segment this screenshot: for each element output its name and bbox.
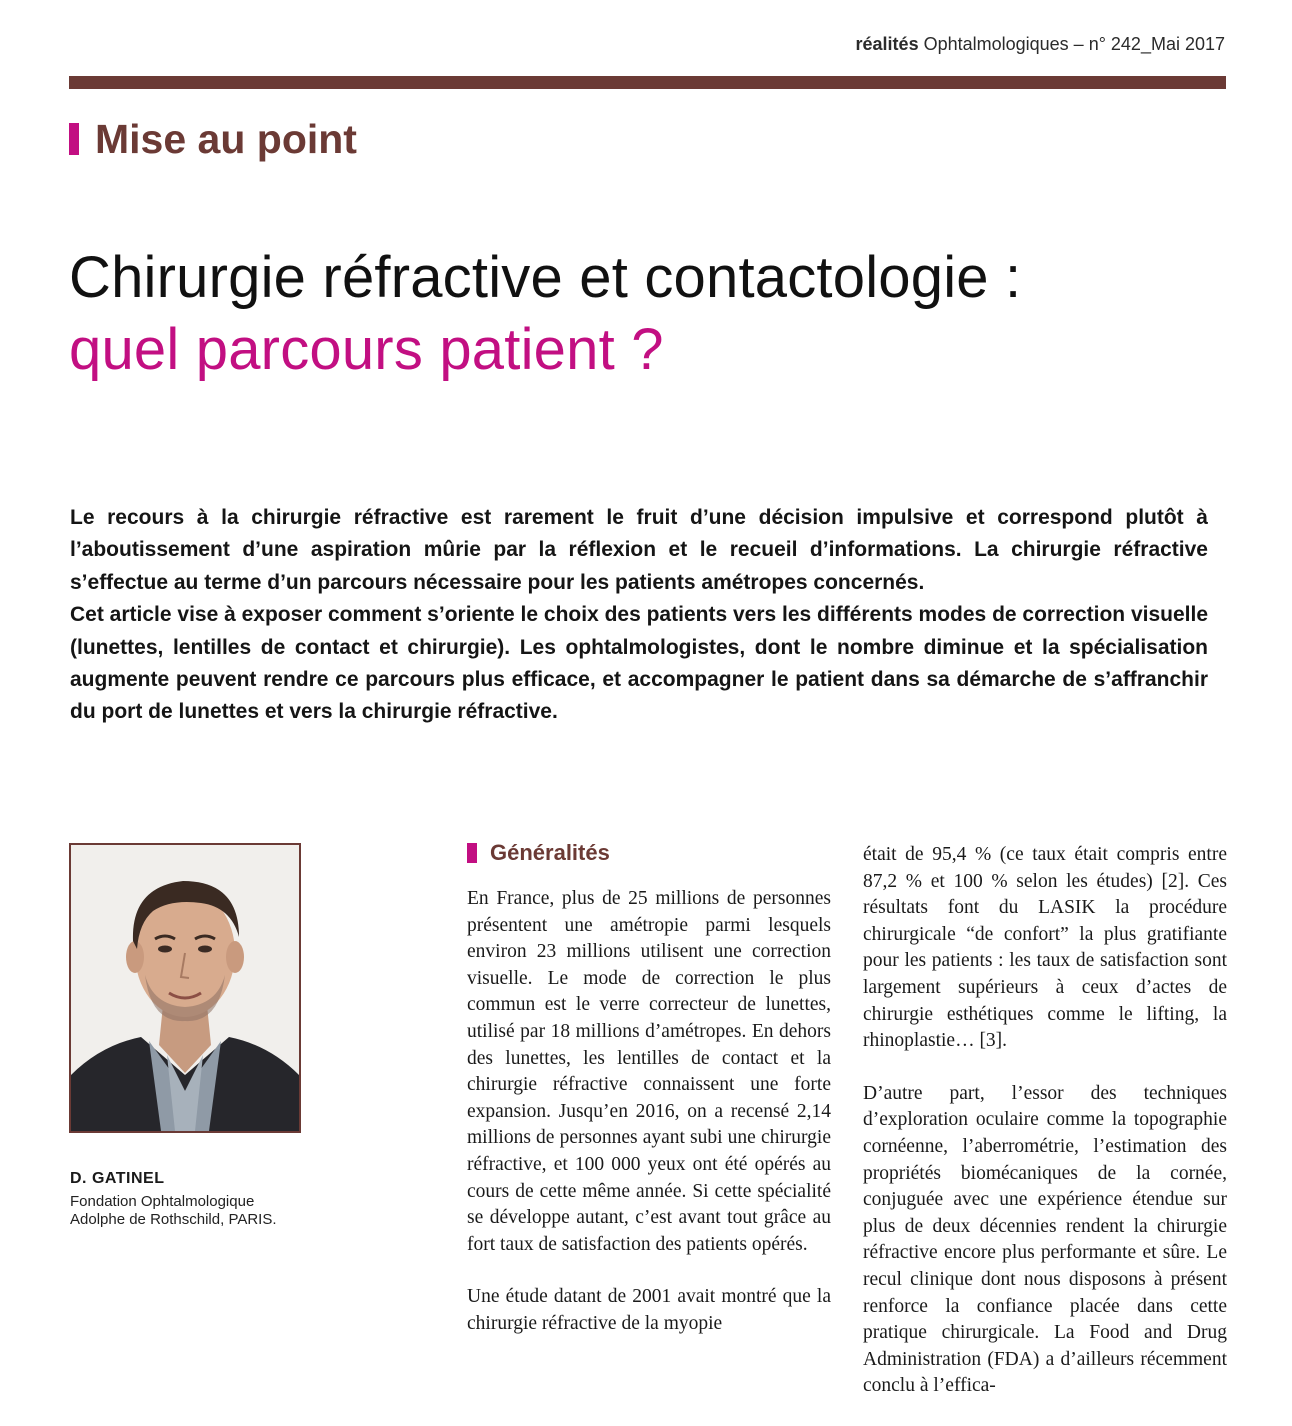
section-label: Mise au point <box>95 116 357 162</box>
abstract-paragraph-2: Cet article vise à exposer comment s’oriente le choix des patients vers les différents modes de correction visuelle (lunettes, lentilles de contact et chirurgie). Les ophtalmologistes, dont le nombre diminue et la spécialisation augmente peuvent rendre ce parcours plus efficace, et accompagner le patient dans sa démarche de s’affranchir du port de lunettes et vers la chirurgie réfractive. <box>70 603 1208 724</box>
journal-issue: Ophtalmologiques – n° 242_Mai 2017 <box>923 34 1225 54</box>
header-rule <box>69 76 1226 89</box>
title-line-1: Chirurgie réfractive et contactologie : <box>69 245 1022 310</box>
author-name: D. GATINEL <box>70 1170 165 1187</box>
portrait-illustration <box>71 845 299 1131</box>
journal-header <box>856 34 1225 55</box>
section-tag <box>69 118 357 160</box>
abstract <box>70 502 1208 729</box>
subheading-label: Généralités <box>490 839 610 865</box>
body-paragraph: D’autre part, l’essor des techniques d’exploration oculaire comme la topographie cornéenne, l’aberrométrie, l’estimation des propriétés biomécaniques de la cornée, conjuguée avec une expérience étendue sur plus de deux décennies rendent la chirurgie réfractive encore plus performante et sûre. Le recul clinique dont nous disposons à présent renforce la confiance placée dans cette pratique chirurgicale. La Food and Drug Administration (FDA) a d’ailleurs récemment conclu à l’effica- <box>863 1082 1227 1397</box>
subheading-marker <box>467 843 477 863</box>
subheading <box>467 840 831 866</box>
article-title <box>69 243 1021 385</box>
body-paragraph: était de 95,4 % (ce taux était compris entre 87,2 % et 100 % selon les études) [2]. Ces résultats font du LASIK la procédure chirurgicale “de confort” la plus gratifiante pour les patients : les taux de satisfaction sont largement supérieurs à ceux d’actes de chirurgie esthétiques comme le lifting, la rhinoplastie… [3]. <box>863 844 1227 1052</box>
author-affiliation-2: Adolphe de Rothschild, PARIS. <box>70 1211 277 1228</box>
section-marker <box>69 123 79 155</box>
body-paragraph: Une étude datant de 2001 avait montré que la chirurgie réfractive de la myopie <box>467 1286 831 1334</box>
abstract-paragraph-1: Le recours à la chirurgie réfractive est rarement le fruit d’une décision impulsive et correspond plutôt à l’aboutissement d’une aspiration mûrie par la réflexion et le recueil d’informations. La chirurgie réfractive s’effectue au terme d’un parcours nécessaire pour les patients amétropes concernés. <box>70 506 1208 594</box>
journal-brand: réalités <box>855 34 919 54</box>
body-paragraph: En France, plus de 25 millions de personnes présentent une amétropie parmi lesquels environ 23 millions utilisent une correction visuelle. Le mode de correction le plus commun est le verre correcteur de lunettes, utilisé par 18 millions d’amétropes. En dehors des lunettes, les lentilles de contact et la chirurgie réfractive connaissent une forte expansion. Jusqu’en 2016, on a recensé 2,14 millions de personnes ayant subi une chirurgie réfractive, et 100 000 yeux ont été opérés au cours de cette même année. Si cette spécialité se développe autant, c’est avant tout grâce au fort taux de satisfaction des patients opérés. <box>467 888 831 1255</box>
body-column-2 <box>863 842 1227 1426</box>
title-line-2: quel parcours patient ? <box>69 317 664 382</box>
author-affiliation-1: Fondation Ophtalmologique <box>70 1193 255 1210</box>
author-photo <box>69 843 301 1133</box>
body-column-1 <box>467 838 831 1364</box>
author-block <box>70 1170 277 1229</box>
